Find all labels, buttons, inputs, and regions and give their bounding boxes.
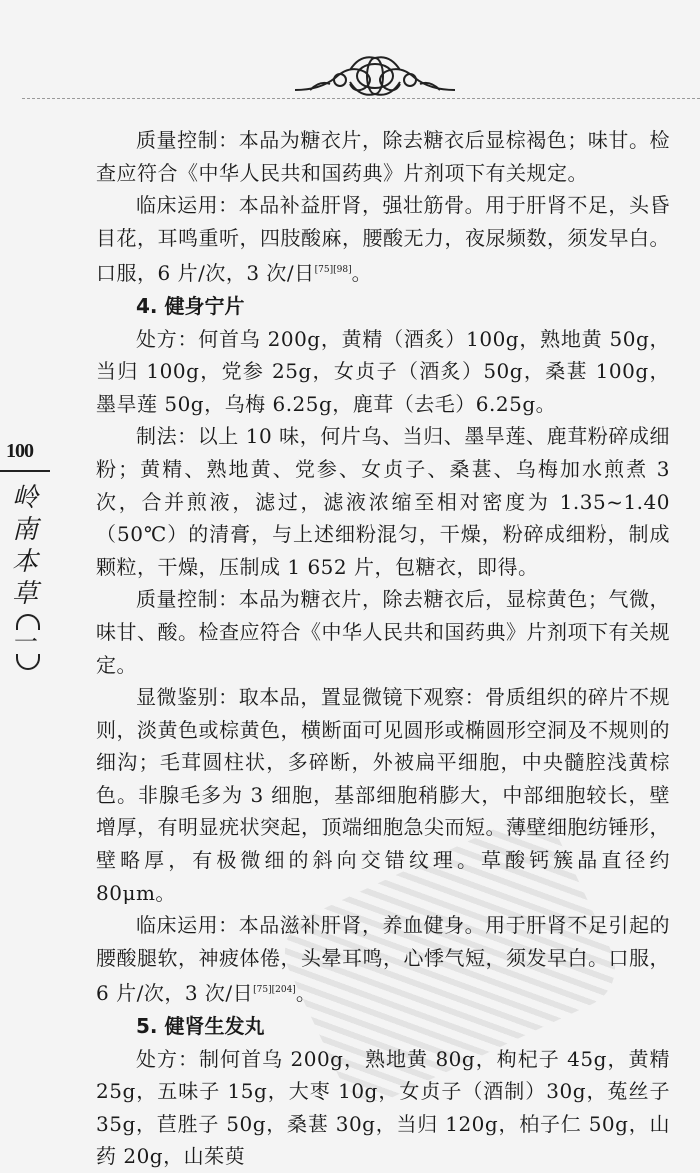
body-paragraph: 质量控制：本品为糖衣片，除去糖衣后，显棕黄色；气微，味甘、酸。检查应符合《中华人民共和国药典》片剂项下有关规定。 [96, 587, 670, 677]
page-number-rule [0, 470, 50, 472]
body-paragraph: 制法：以上 10 味，何片乌、当归、墨旱莲、鹿茸粉碎成细粉；黄精、熟地黄、党参、女贞子、桑葚、乌梅加水煎煮 3 次，合并煎液，滤过，滤液浓缩至相对密度为 1.35~1.40（50℃）的清膏，与上述细粉混匀，干燥，粉碎成细粉，制成颗粒，干燥，压制成 1 652 片，包糖衣，即得。 [96, 424, 670, 579]
body-paragraph: 质量控制：本品为糖衣片，除去糖衣后显棕褐色；味甘。检查应符合《中华人民共和国药典》片剂项下有关规定。 [96, 128, 670, 185]
book-title-char: 南 [11, 515, 38, 545]
section-heading: 5. 健肾生发丸 [136, 1014, 265, 1039]
book-title-char: 岭 [11, 483, 38, 513]
citation-ref: [75][204] [253, 985, 296, 996]
page-number: 100 [6, 440, 33, 462]
body-paragraph: 显微鉴别：取本品，置显微镜下观察：骨质组织的碎片不规则，淡黄色或棕黄色，横断面可见圆形或椭圆形空洞及不规则的细沟；毛茸圆柱状，多碎断，外被扁平细胞，中央髓腔浅黄棕色。非腺毛多为 3 细胞，基部细胞稍膨大，中部细胞较长，壁增厚，有明显疣状突起，顶端细胞急尖而短。薄壁细胞纺锤形，壁略厚，有极微细的斜向交错纹理。草酸钙簇晶直径约 80μm。 [96, 685, 670, 905]
citation-ref: [75][98] [314, 265, 352, 276]
ornament-knot-icon [290, 50, 460, 102]
book-title-char: 草 [11, 579, 38, 609]
book-title [10, 482, 40, 610]
body-paragraph: 处方：制何首乌 200g，熟地黄 80g，枸杞子 45g，黄精 25g，五味子 15g，大枣 10g，女贞子（酒制）30g，菟丝子 35g，苣胜子 50g，桑葚 30g，当归 120g，柏子仁 50g，山药 20g，山茱萸 [96, 1046, 670, 1169]
section-heading: 4. 健身宁片 [136, 293, 245, 318]
body-paragraph: 处方：何首乌 200g，黄精（酒炙）100g，熟地黄 50g，当归 100g，党参 25g，女贞子（酒炙）50g，桑葚 100g，墨旱莲 50g，乌梅 6.25g，鹿茸（去毛）6.25g。 [96, 326, 670, 416]
book-volume: 一 [12, 614, 40, 670]
body-paragraph: 临床运用：本品滋补肝肾，养血健身。用于肝肾不足引起的腰酸腿软，神疲体倦，头晕耳鸣，心悸气短，须发早白。口服，6 片/次，3 次/日[75][204]。 [96, 913, 670, 1006]
page-body [96, 124, 670, 1173]
body-paragraph: 临床运用：本品补益肝肾，强壮筋骨。用于肝肾不足，头昏目花，耳鸣重听，四肢酸麻，腰酸无力，夜尿频数，须发早白。口服，6 片/次，3 次/日[75][98]。 [96, 193, 670, 286]
book-title-char: 本 [11, 547, 38, 577]
